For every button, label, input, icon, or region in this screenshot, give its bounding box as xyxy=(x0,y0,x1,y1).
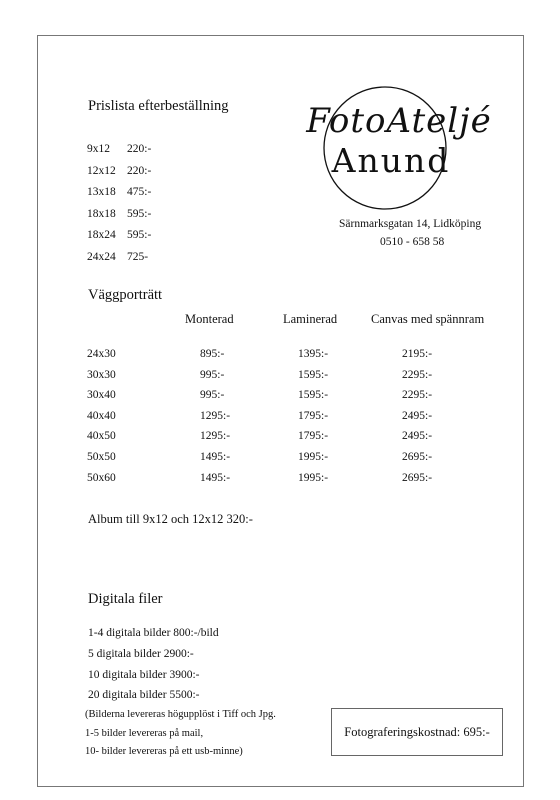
digital-item: 5 digitala bilder 2900:- xyxy=(88,647,194,660)
wall-size: 30x30 xyxy=(87,368,116,381)
wall-price-mounted: 1495:- xyxy=(200,451,231,463)
logo-line1: FotoAteljé xyxy=(306,101,492,141)
wall-price-laminated: 1595:- xyxy=(298,389,329,402)
wall-price-mounted: 1295:- xyxy=(200,409,231,422)
wall-price-canvas: 2495:- xyxy=(402,409,433,422)
digital-item: 10 digitala bilder 3900:- xyxy=(88,668,200,681)
wall-price-mounted: 995:- xyxy=(200,389,225,402)
wall-size: 50x60 xyxy=(87,471,116,484)
wall-price-laminated: 1595:- xyxy=(298,368,329,381)
digital-note: 10- bilder levereras på ett usb-minne) xyxy=(85,746,243,757)
wall-price-mounted: 995:- xyxy=(200,368,225,381)
wall-size: 40x40 xyxy=(87,409,116,422)
digital-note: (Bilderna levereras högupplöst i Tiff och Jpg. xyxy=(85,709,276,720)
photo-session-cost-text: Fotograferingskostnad: 695:- xyxy=(344,724,490,739)
album-price: Album till 9x12 och 12x12 320:- xyxy=(88,512,253,526)
digital-files-title: Digitala filer xyxy=(88,591,163,607)
wall-portrait-title: Väggporträtt xyxy=(88,287,163,303)
wall-price-laminated: 1395:- xyxy=(298,348,329,360)
wall-price-canvas: 2295:- xyxy=(402,368,433,381)
column-header-canvas: Canvas med spännram xyxy=(371,312,485,326)
wall-price-mounted: 895:- xyxy=(200,348,225,360)
logo-line2: Anund xyxy=(331,141,451,180)
wall-price-canvas: 2695:- xyxy=(402,451,433,463)
order-size: 18x18 xyxy=(87,207,116,220)
wall-price-canvas: 2695:- xyxy=(402,471,433,484)
order-size: 12x12 xyxy=(87,164,116,177)
order-size: 18x24 xyxy=(87,229,116,242)
wall-price-laminated: 1795:- xyxy=(298,409,329,422)
order-price: 595:- xyxy=(127,229,152,242)
column-header-laminated: Laminerad xyxy=(283,312,338,326)
wall-price-canvas: 2495:- xyxy=(402,430,433,443)
digital-item: 20 digitala bilder 5500:- xyxy=(88,689,200,702)
column-header-mounted: Monterad xyxy=(185,312,234,326)
order-price: 220:- xyxy=(127,164,152,177)
photo-session-cost xyxy=(331,708,503,756)
wall-price-laminated: 1995:- xyxy=(298,471,329,484)
order-price: 220:- xyxy=(127,143,152,155)
studio-logo xyxy=(300,70,498,210)
digital-note: 1-5 bilder levereras på mail, xyxy=(85,727,204,739)
order-price: 475:- xyxy=(127,186,152,199)
wall-size: 30x40 xyxy=(87,389,116,402)
wall-price-mounted: 1495:- xyxy=(200,471,231,484)
order-size: 9x12 xyxy=(87,143,110,155)
order-price: 595:- xyxy=(127,207,152,220)
studio-address: Särnmarksgatan 14, Lidköping xyxy=(339,218,482,230)
wall-size: 40x50 xyxy=(87,430,116,443)
wall-size: 24x30 xyxy=(87,348,116,360)
order-price: 725- xyxy=(127,251,149,263)
order-size: 24x24 xyxy=(87,251,116,263)
digital-item: 1-4 digitala bilder 800:-/bild xyxy=(88,627,219,639)
wall-price-laminated: 1795:- xyxy=(298,430,329,443)
wall-price-canvas: 2295:- xyxy=(402,389,433,402)
studio-phone: 0510 - 658 58 xyxy=(380,236,445,248)
wall-size: 50x50 xyxy=(87,451,116,463)
wall-price-laminated: 1995:- xyxy=(298,451,329,463)
wall-price-mounted: 1295:- xyxy=(200,430,231,443)
order-price-title: Prislista efterbeställning xyxy=(88,98,229,114)
order-size: 13x18 xyxy=(87,186,116,199)
wall-price-canvas: 2195:- xyxy=(402,348,433,360)
